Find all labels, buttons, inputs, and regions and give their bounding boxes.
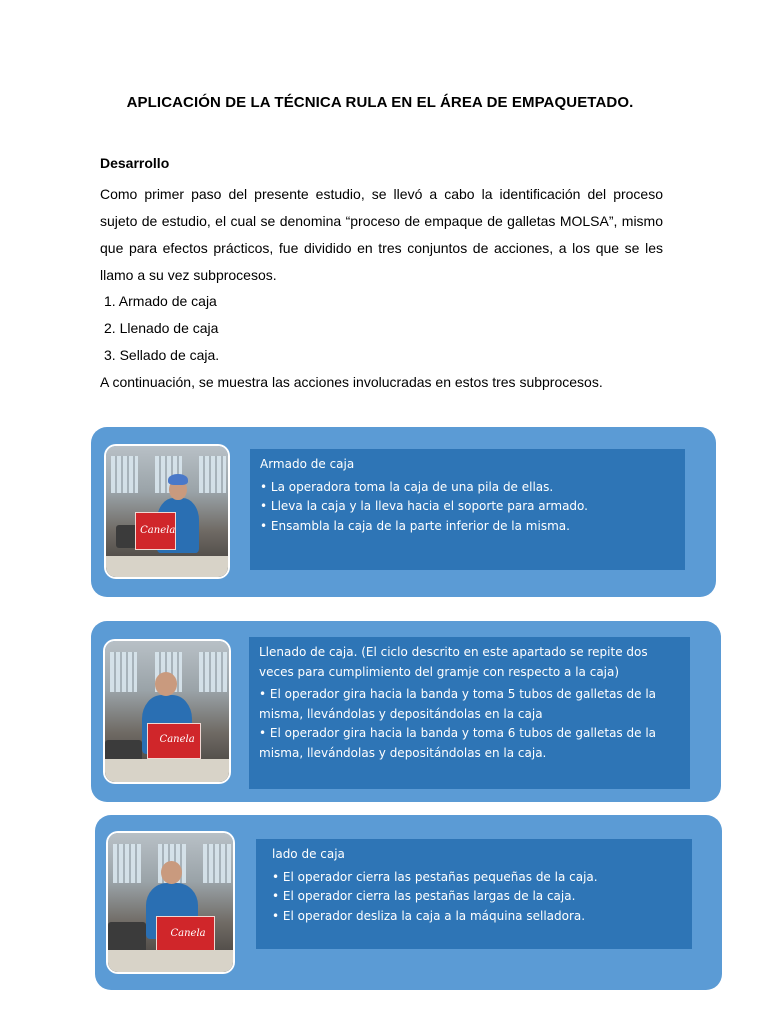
panel-title: Llenado de caja. (El ciclo descrito en este apartado se repite dos veces para cumplimiento del gramje con respecto a la caja) [259, 645, 648, 679]
list-item: • El operador desliza la caja a la máquina selladora. [272, 908, 586, 923]
armado-panel [250, 449, 685, 570]
list-item: • El operador cierra las pestañas largas de la caja. [272, 889, 576, 903]
box-label: Canela [140, 524, 176, 536]
box-label: Canela [170, 927, 206, 939]
document-title: APLICACIÓN DE LA TÉCNICA RULA EN EL ÁREA DE EMPAQUETADO. [126, 94, 634, 111]
section-heading: Desarrollo [100, 155, 170, 171]
operator-photo [108, 833, 233, 972]
subprocess-list [100, 288, 663, 369]
panel-title: lado de caja [272, 847, 345, 861]
panel-title: Armado de caja [260, 457, 355, 471]
list-item: • La operadora toma la caja de una pila de ellas. [260, 479, 554, 494]
llenado-panel [249, 637, 690, 789]
sellado-panel [256, 839, 692, 949]
list-item: • El operador gira hacia la banda y toma 5 tubos de galletas de la misma, llevándolas y depositándolas en la caja [259, 687, 657, 721]
list-item: 2. Llenado de caja [104, 320, 219, 336]
list-item: • El operador cierra las pestañas pequeñas de la caja. [272, 869, 598, 884]
card-armado-de-caja [91, 427, 716, 597]
operator-photo [105, 641, 229, 782]
list-item: 1. Armado de caja [104, 293, 217, 309]
list-item: • El operador gira hacia la banda y toma 6 tubos de galletas de la misma, llevándolas y depositándolas en la caja. [259, 726, 657, 760]
closing-line: A continuación, se muestra las acciones involucradas en estos tres subprocesos. [100, 374, 603, 390]
list-item: • Ensambla la caja de la parte inferior de la misma. [260, 518, 570, 533]
box-label: Canela [159, 734, 195, 746]
list-item: • Lleva la caja y la lleva hacia el soporte para armado. [260, 499, 588, 513]
list-item: 3. Sellado de caja. [104, 347, 220, 363]
card-sellado-de-caja [95, 815, 722, 990]
card-llenado-de-caja [91, 621, 721, 802]
intro-paragraph: Como primer paso del presente estudio, se llevó a cabo la identificación del proceso sujeto de estudio, el cual se denomina “proceso de empaque de galletas MOLSA”, mismo que para efectos prácticos, fue dividido en tres conjuntos de acciones, a los que se les llamo a su vez subprocesos. [100, 186, 663, 283]
operator-photo [106, 446, 228, 577]
